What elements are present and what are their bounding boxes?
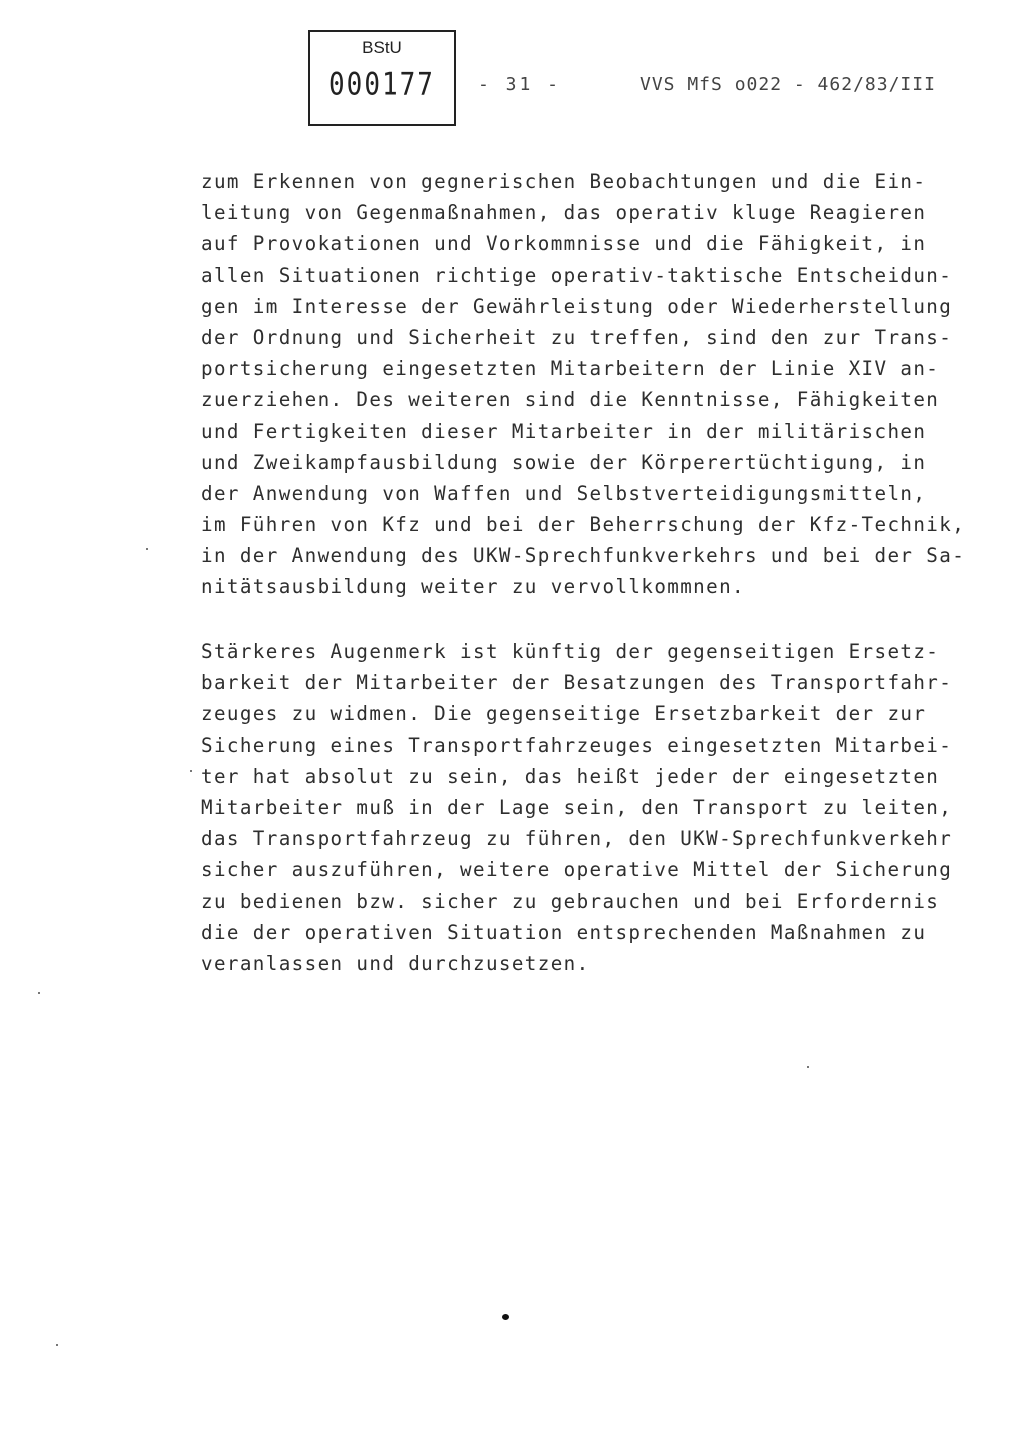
text-line: und Fertigkeiten dieser Mitarbeiter in der militärischen	[201, 419, 927, 443]
ink-dot	[502, 1314, 509, 1320]
text-line: allen Situationen richtige operativ-taktische Entscheidun-	[201, 263, 953, 287]
text-line: veranlassen und durchzusetzen.	[201, 951, 590, 975]
scan-speck	[807, 1066, 809, 1068]
text-line: ter hat absolut zu sein, das heißt jeder der eingesetzten	[201, 764, 940, 788]
text-line: die der operativen Situation entsprechenden Maßnahmen zu	[201, 920, 927, 944]
paragraph-2	[201, 636, 961, 979]
text-line: zuerziehen. Des weiteren sind die Kenntnisse, Fähigkeiten	[201, 388, 940, 412]
scan-speck	[38, 992, 40, 994]
document-reference: VVS MfS o022 - 462/83/III	[640, 74, 936, 95]
scan-speck	[146, 548, 148, 550]
scan-speck	[190, 770, 192, 772]
text-line: leitung von Gegenmaßnahmen, das operativ kluge Reagieren	[201, 201, 927, 225]
text-line: nitätsausbildung weiter zu vervollkommnen.	[201, 575, 745, 599]
text-line: sicher auszuführen, weitere operative Mittel der Sicherung	[201, 858, 953, 882]
text-line: im Führen von Kfz und bei der Beherrschung der Kfz-Technik,	[201, 513, 966, 537]
text-line: zum Erkennen von gegnerischen Beobachtungen und die Ein-	[201, 170, 927, 193]
stamp-number: 000177	[329, 67, 435, 103]
text-line: auf Provokationen und Vorkommnisse und die Fähigkeit, in	[201, 232, 927, 256]
text-line: in der Anwendung des UKW-Sprechfunkverkehrs und bei der Sa-	[201, 544, 966, 568]
text-line: das Transportfahrzeug zu führen, den UKW-Sprechfunkverkehr	[201, 827, 953, 851]
text-line: barkeit der Mitarbeiter der Besatzungen des Transportfahr-	[201, 671, 953, 695]
text-line: Mitarbeiter muß in der Lage sein, den Transport zu leiten,	[201, 795, 953, 819]
text-line: gen im Interesse der Gewährleistung oder Wiederherstellung	[201, 294, 953, 318]
text-line: der Anwendung von Waffen und Selbstverteidigungsmitteln,	[201, 481, 927, 505]
page-number: - 31 -	[478, 74, 562, 95]
text-line: der Ordnung und Sicherheit zu treffen, sind den zur Trans-	[201, 325, 953, 349]
paragraph-1	[201, 166, 966, 603]
text-line: zu bedienen bzw. sicher zu gebrauchen und bei Erfordernis	[201, 889, 940, 913]
stamp-label: BStU	[362, 38, 402, 57]
scan-speck	[56, 1344, 58, 1346]
text-line: Stärkeres Augenmerk ist künftig der gegenseitigen Ersetz-	[201, 640, 940, 663]
text-line: und Zweikampfausbildung sowie der Körperertüchtigung, in	[201, 450, 927, 474]
archive-stamp	[308, 30, 456, 126]
text-line: Sicherung eines Transportfahrzeuges eingesetzten Mitarbei-	[201, 733, 953, 757]
text-line: zeuges zu widmen. Die gegenseitige Ersetzbarkeit der zur	[201, 702, 927, 726]
text-line: portsicherung eingesetzten Mitarbeitern der Linie XIV an-	[201, 357, 940, 381]
